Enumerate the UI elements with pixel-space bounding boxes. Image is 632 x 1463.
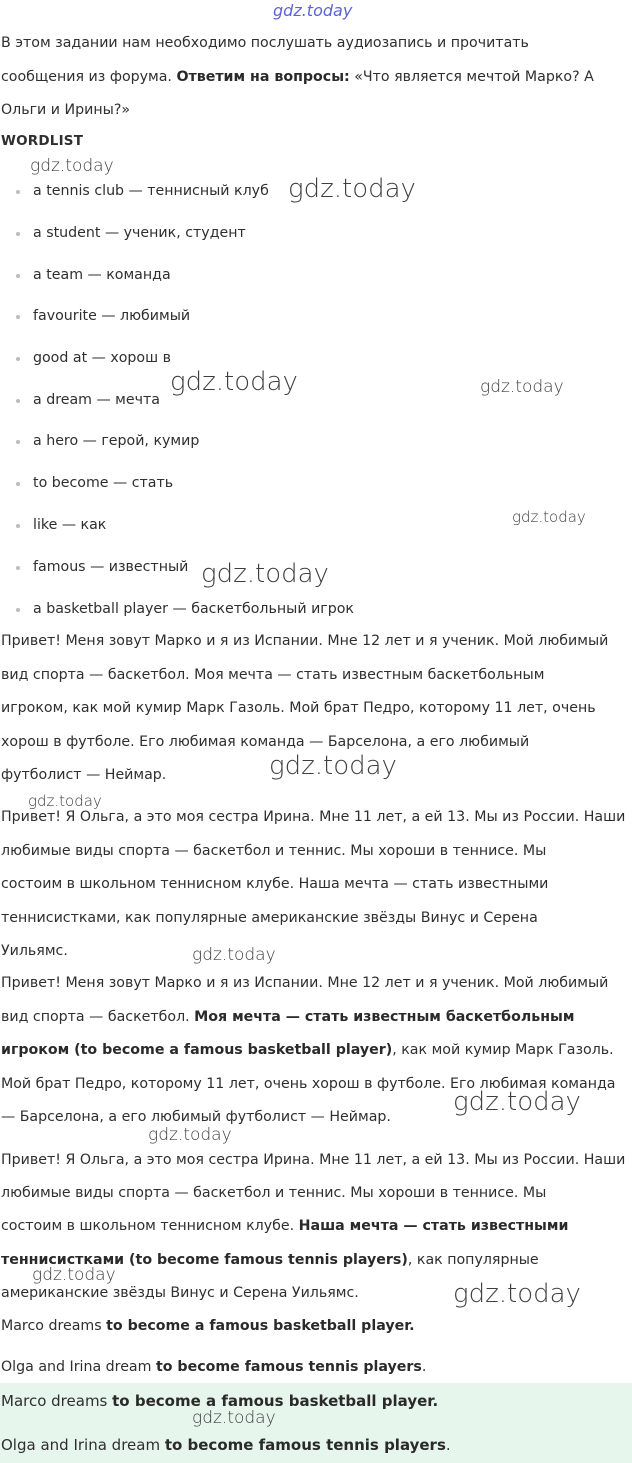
- bullet-icon: [16, 274, 20, 278]
- intro-line-3: Ольги и Ирины?»: [1, 102, 131, 118]
- paragraph-line: состоим в школьном теннисном клубе. Наша мечта — стать известными: [1, 876, 549, 892]
- wordlist-item: a basketball player — баскетбольный игрок: [33, 601, 354, 617]
- bullet-icon: [16, 190, 20, 194]
- wordlist-item: a tennis club — теннисный клуб: [33, 183, 269, 199]
- watermark-text: gdz.today: [192, 1408, 276, 1428]
- watermark-text: gdz.today: [201, 559, 329, 589]
- watermark-text: gdz.today: [170, 367, 298, 397]
- paragraph-line: Мой брат Педро, которому 11 лет, очень хорош в футболе. Его любимая команда: [1, 1076, 616, 1092]
- watermark-text: gdz.today: [512, 508, 586, 526]
- paragraph-line: состоим в школьном теннисном клубе. Наша мечта — стать известными: [1, 1218, 569, 1234]
- wordlist-item: good at — хорош в: [33, 350, 171, 366]
- bullet-icon: [16, 524, 20, 528]
- watermark-text: gdz.today: [28, 792, 102, 810]
- watermark-text: gdz.today: [269, 751, 397, 781]
- paragraph-line: игроком (to become a famous basketball player), как мой кумир Марк Газоль.: [1, 1042, 614, 1058]
- watermark-text: gdz.today: [453, 1279, 581, 1309]
- wordlist-item: to become — стать: [33, 475, 174, 491]
- intro-line-2: сообщения из форума. Ответим на вопросы: «Что является мечтой Марко? А: [1, 69, 594, 85]
- watermark-text: gdz.today: [288, 174, 416, 204]
- wordlist-heading: WORDLIST: [1, 133, 84, 149]
- wordlist-item: favourite — любимый: [33, 308, 191, 324]
- final-answer-marco: Marco dreams to become a famous basketball player.: [1, 1392, 439, 1410]
- paragraph-line: теннисистками (to become famous tennis players), как популярные: [1, 1252, 539, 1268]
- watermark-text: gdz.today: [30, 156, 114, 176]
- paragraph-line: футболист — Неймар.: [1, 767, 167, 783]
- bullet-icon: [16, 482, 20, 486]
- watermark-text: gdz.today: [453, 1087, 581, 1117]
- bullet-icon: [16, 232, 20, 236]
- paragraph-line: вид спорта — баскетбол. Моя мечта — стать известным баскетбольным: [1, 667, 545, 683]
- bullet-icon: [16, 608, 20, 612]
- wordlist-item: a hero — герой, кумир: [33, 433, 200, 449]
- paragraph-line: любимые виды спорта — баскетбол и теннис. Мы хороши в теннисе. Мы: [1, 1185, 547, 1201]
- paragraph-line: вид спорта — баскетбол. Моя мечта — стать известным баскетбольным: [1, 1009, 575, 1025]
- answer-box: [0, 1383, 632, 1463]
- paragraph-line: теннисистками, как популярные американские звёзды Винус и Серена: [1, 910, 538, 926]
- intro-line-1: В этом задании нам необходимо послушать аудиозапись и прочитать: [1, 35, 529, 51]
- wordlist-item: a dream — мечта: [33, 392, 160, 408]
- paragraph-line: игроком, как мой кумир Марк Газоль. Мой брат Педро, которому 11 лет, очень: [1, 700, 596, 716]
- watermark-text: gdz.today: [273, 1, 353, 20]
- bullet-icon: [16, 357, 20, 361]
- wordlist-item: like — как: [33, 517, 107, 533]
- answer-marco: Marco dreams to become a famous basketball player.: [1, 1318, 415, 1334]
- wordlist-item: famous — известный: [33, 559, 189, 575]
- watermark-text: gdz.today: [192, 945, 276, 965]
- paragraph-line: Уильямс.: [1, 943, 68, 959]
- final-answer-olga: Olga and Irina dream to become famous tennis players.: [1, 1436, 451, 1454]
- wordlist-item: a student — ученик, студент: [33, 225, 246, 241]
- answer-olga: Olga and Irina dream to become famous tennis players.: [1, 1359, 427, 1375]
- bullet-icon: [16, 315, 20, 319]
- watermark-text: gdz.today: [32, 1265, 116, 1285]
- watermark-text: gdz.today: [480, 377, 564, 397]
- bullet-icon: [16, 566, 20, 570]
- watermark-text: gdz.today: [148, 1125, 232, 1145]
- paragraph-line: Привет! Я Ольга, а это моя сестра Ирина. Мне 11 лет, а ей 13. Мы из России. Наши: [1, 809, 626, 825]
- paragraph-line: любимые виды спорта — баскетбол и теннис. Мы хороши в теннисе. Мы: [1, 843, 547, 859]
- paragraph-line: Привет! Меня зовут Марко и я из Испании. Мне 12 лет и я ученик. Мой любимый: [1, 633, 609, 649]
- paragraph-line: хорош в футболе. Его любимая команда — Барселона, а его любимый: [1, 734, 530, 750]
- paragraph-line: — Барселона, а его любимый футболист — Неймар.: [1, 1109, 391, 1125]
- bullet-icon: [16, 399, 20, 403]
- bullet-icon: [16, 440, 20, 444]
- paragraph-line: Привет! Я Ольга, а это моя сестра Ирина. Мне 11 лет, а ей 13. Мы из России. Наши: [1, 1152, 626, 1168]
- paragraph-line: Привет! Меня зовут Марко и я из Испании. Мне 12 лет и я ученик. Мой любимый: [1, 975, 609, 991]
- paragraph-line: американские звёзды Винус и Серена Уильямс.: [1, 1285, 359, 1301]
- wordlist-item: a team — команда: [33, 267, 171, 283]
